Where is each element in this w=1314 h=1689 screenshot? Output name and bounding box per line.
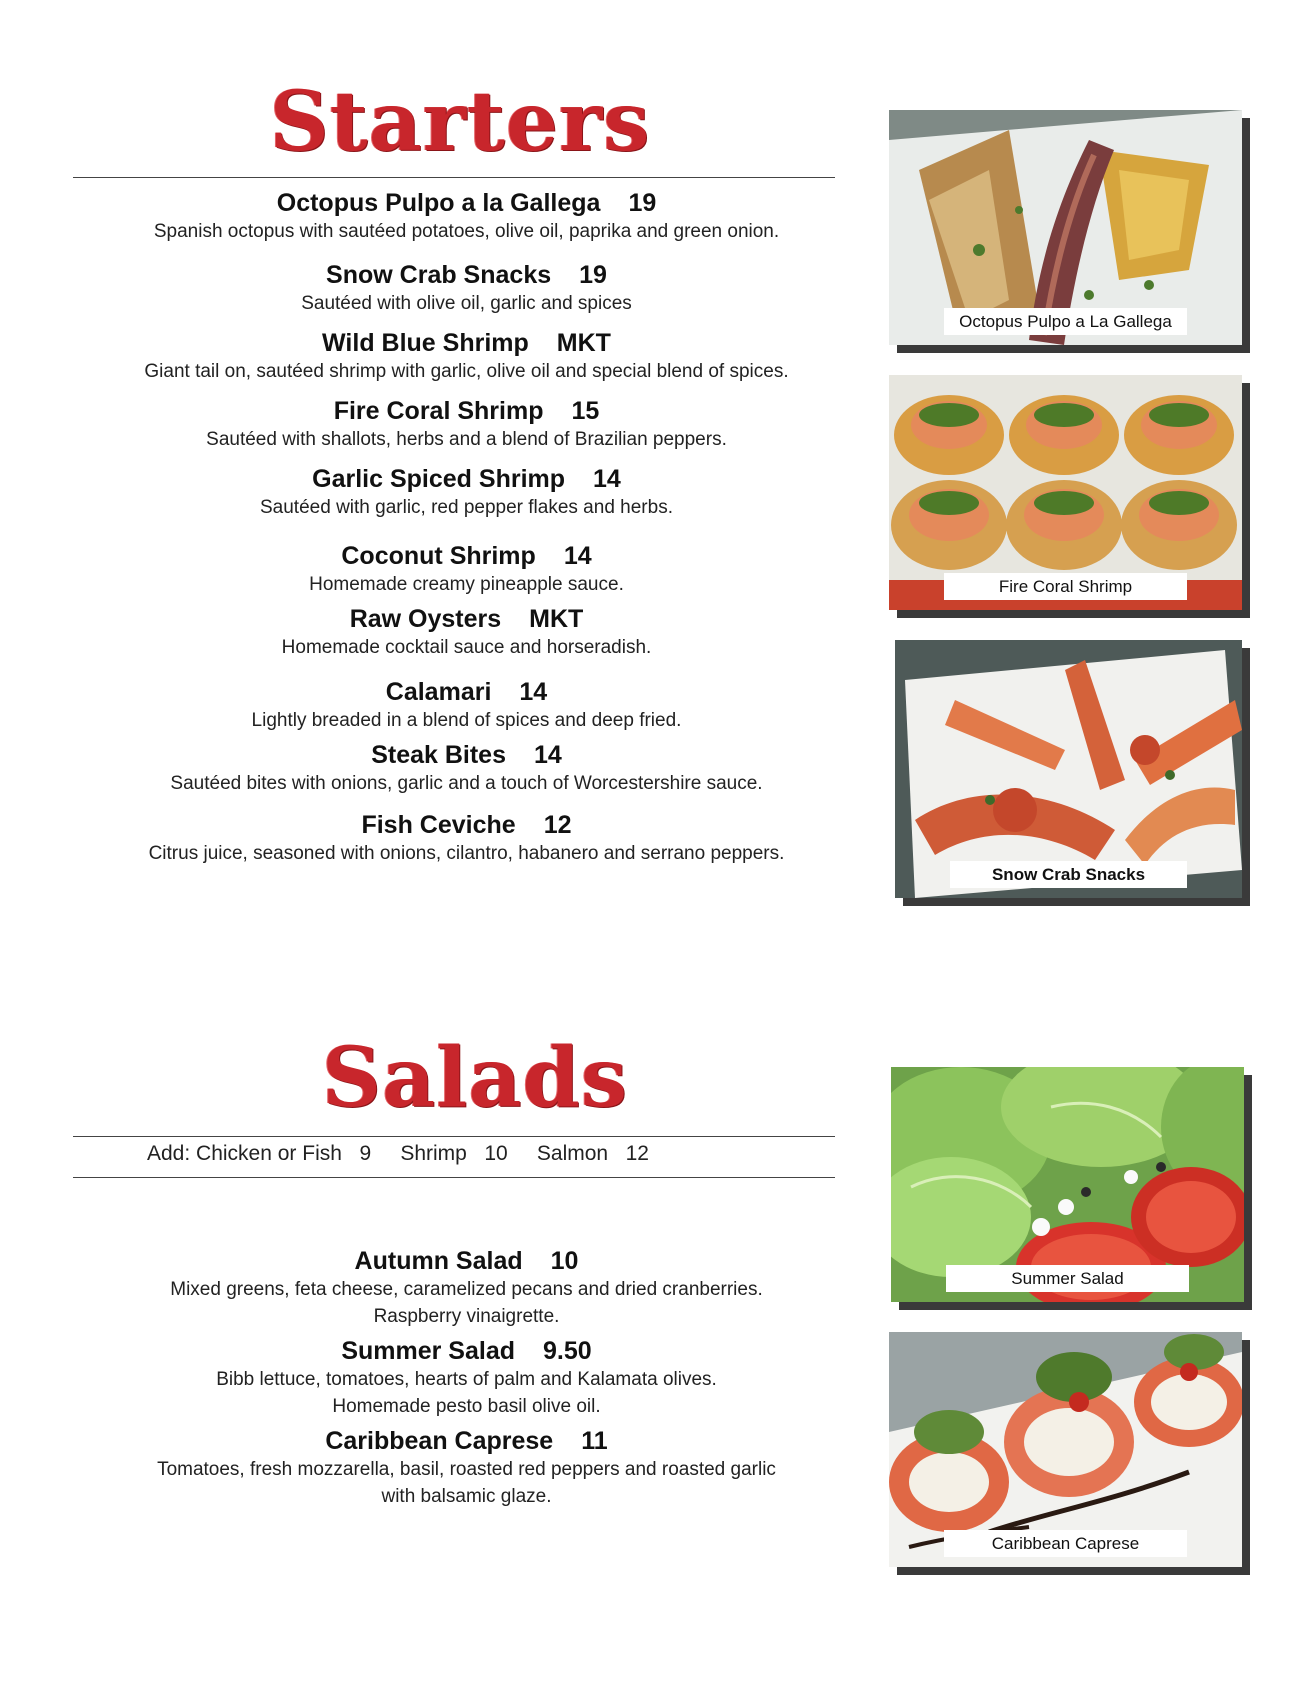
item-price: 19 [579, 261, 607, 289]
caprese-photo [889, 1332, 1242, 1567]
salads-heading: Salads [321, 1030, 629, 1126]
photo-caption: Fire Coral Shrimp [944, 573, 1187, 600]
item-price: 11 [581, 1427, 608, 1455]
item-description: Bibb lettuce, tomatoes, hearts of palm and Kalamata olives. [216, 1369, 717, 1390]
item-description-line2: with balsamic glaze. [381, 1486, 552, 1507]
item-name: Coconut Shrimp [341, 542, 536, 570]
item-price: 9.50 [543, 1337, 592, 1365]
item-name: Calamari [385, 678, 492, 706]
menu-item [73, 464, 860, 521]
menu-item [73, 810, 860, 867]
photo-caption: Summer Salad [946, 1265, 1189, 1292]
item-name: Snow Crab Snacks [326, 261, 552, 289]
item-description: Citrus juice, seasoned with onions, cilantro, habanero and serrano peppers. [148, 843, 785, 864]
item-price: 12 [543, 811, 572, 839]
salads-bottom-divider [73, 1177, 835, 1178]
menu-item [73, 541, 860, 598]
menu-item [73, 604, 860, 661]
snow-crab-photo [895, 640, 1242, 898]
addon-shrimp-price: 10 [484, 1142, 508, 1165]
item-description: Sautéed bites with onions, garlic and a touch of Worcestershire sauce. [170, 773, 763, 794]
item-description: Homemade creamy pineapple sauce. [309, 574, 624, 595]
item-name: Raw Oysters [349, 605, 502, 633]
menu-item [73, 1426, 860, 1510]
item-price: 14 [533, 741, 562, 769]
item-name: Summer Salad [341, 1337, 515, 1365]
menu-item [73, 1336, 860, 1420]
menu-item [73, 740, 860, 797]
summer-salad-photo [891, 1067, 1244, 1302]
menu-item [73, 396, 860, 453]
fire-coral-shrimp-photo [889, 375, 1242, 610]
item-name: Fire Coral Shrimp [333, 397, 544, 425]
item-name: Autumn Salad [354, 1247, 523, 1275]
item-name: Steak Bites [371, 741, 506, 769]
item-description: Lightly breaded in a blend of spices and deep fried. [251, 710, 682, 731]
item-description-line2: Raspberry vinaigrette. [373, 1306, 560, 1327]
item-price: MKT [556, 329, 611, 357]
item-name: Wild Blue Shrimp [322, 329, 529, 357]
photo-caption: Snow Crab Snacks [950, 861, 1187, 888]
menu-item [73, 328, 860, 385]
addon-salmon-label: Salmon [536, 1142, 609, 1165]
addon-salmon-price: 12 [625, 1142, 649, 1165]
item-description: Mixed greens, feta cheese, caramelized pecans and dried cranberries. [170, 1279, 763, 1300]
starters-heading: Starters [269, 74, 651, 170]
item-price: 14 [593, 465, 621, 493]
salad-addons [147, 1142, 649, 1166]
item-name: Garlic Spiced Shrimp [312, 465, 566, 493]
item-name: Octopus Pulpo a la Gallega [276, 189, 601, 217]
item-price: MKT [529, 605, 584, 633]
menu-item [73, 188, 860, 245]
menu-item [73, 1246, 860, 1330]
item-name: Caribbean Caprese [325, 1427, 554, 1455]
item-price: 15 [571, 397, 600, 425]
item-price: 14 [519, 678, 548, 706]
item-price: 14 [563, 542, 592, 570]
item-name: Fish Ceviche [361, 811, 516, 839]
item-price: 19 [628, 189, 657, 217]
item-description: Tomatoes, fresh mozzarella, basil, roasted red peppers and roasted garlic [157, 1459, 776, 1480]
addon-shrimp-label: Shrimp [400, 1142, 467, 1165]
item-description: Homemade cocktail sauce and horseradish. [281, 637, 652, 658]
item-description: Giant tail on, sautéed shrimp with garlic, olive oil and special blend of spices. [144, 361, 789, 382]
item-price: 10 [550, 1247, 579, 1275]
addon-chicken-fish-label: Add: Chicken or Fish [147, 1142, 342, 1165]
octopus-photo [889, 110, 1242, 345]
photo-caption: Octopus Pulpo a La Gallega [944, 308, 1187, 335]
starters-divider [73, 177, 835, 178]
snow-crab-image [895, 640, 1242, 898]
menu-item [73, 260, 860, 317]
addon-chicken-fish-price: 9 [359, 1142, 372, 1165]
item-description: Sautéed with shallots, herbs and a blend of Brazilian peppers. [206, 429, 727, 450]
item-description-line2: Homemade pesto basil olive oil. [332, 1396, 601, 1417]
item-description: Sautéed with olive oil, garlic and spices [301, 293, 632, 314]
photo-caption: Caribbean Caprese [944, 1530, 1187, 1557]
menu-item [73, 677, 860, 734]
item-description: Spanish octopus with sautéed potatoes, olive oil, paprika and green onion. [153, 221, 780, 242]
salads-top-divider [73, 1136, 835, 1137]
item-description: Sautéed with garlic, red pepper flakes and herbs. [260, 497, 673, 518]
